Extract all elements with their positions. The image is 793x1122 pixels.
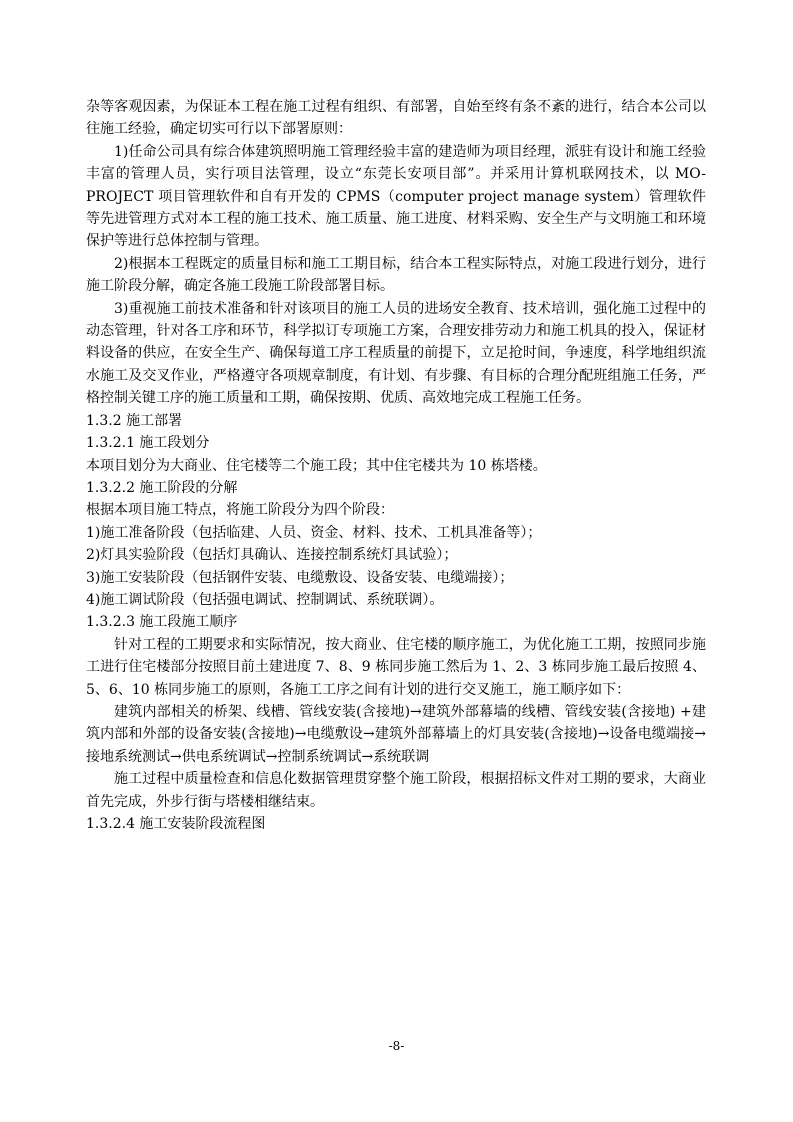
segment-division-text: 本项目划分为大商业、住宅楼等二个施工段；其中住宅楼共为 10 栋塔楼。 xyxy=(86,457,547,474)
quality-paragraph: 施工过程中质量检查和信息化数据管理贯穿整个施工阶段，根据招标文件对工期的要求，大商业首先完成，外步行街与塔楼相继结束。 xyxy=(86,771,706,810)
section-heading-1-3-2-3: 1.3.2.3 施工段施工顺序 xyxy=(86,614,238,631)
principle-1: 1)任命公司具有综合体建筑照明施工管理经验丰富的建造师为项目经理，派驻有设计和施工经验丰富的管理人员，实行项目法管理，设立“东莞长安项目部”。并采用计算机联网技术，以 MO-PROJECT 项目管理软件和自有开发的 CPMS（computer project manage system）管理软件等先进管理方式对本工程的施工技术、施工质量、施工进度、材料采购、安全生产与文明施工和环境保护等进行总体控制与管理。 xyxy=(86,143,706,250)
intro-paragraph: 杂等客观因素，为保证本工程在施工过程有组织、有部署，自始至终有条不紊的进行，结合本公司以往施工经验，确定切实可行以下部署原则： xyxy=(86,99,706,138)
phase-item-4: 4)施工调试阶段（包括强电调试、控制调试、系统联调）。 xyxy=(86,591,444,608)
sequence-paragraph: 针对工程的工期要求和实际情况，按大商业、住宅楼的顺序施工，为优化施工工期，按照同步施工进行住宅楼部分按照目前土建进度 7、8、9 栋同步施工然后为 1、2、3 栋同步施工最后按照 4、5、6、10 栋同步施工的原则，各施工工序之间有计划的进行交叉施工，施工顺序如下： xyxy=(86,636,706,698)
phase-intro-text: 根据本项目施工特点，将施工阶段分为四个阶段： xyxy=(86,502,394,519)
page-number: -8- xyxy=(388,1039,405,1053)
section-heading-1-3-2-4: 1.3.2.4 施工安装阶段流程图 xyxy=(86,816,266,832)
section-heading-1-3-2-2: 1.3.2.2 施工阶段的分解 xyxy=(86,479,238,496)
phase-item-3: 3)施工安装阶段（包括钢件安装、电缆敷设、设备安装、电缆端接）； xyxy=(86,569,514,586)
phase-item-1: 1)施工准备阶段（包括临建、人员、资金、材料、技术、工机具准备等）； xyxy=(86,524,542,541)
principle-2: 2)根据本工程既定的质量目标和施工工期目标，结合本工程实际特点，对施工段进行划分，进行施工阶段分解，确定各施工段施工阶段部署目标。 xyxy=(86,255,706,295)
body-text xyxy=(86,96,706,835)
section-heading-1-3-2: 1.3.2 施工部署 xyxy=(86,412,183,429)
process-flow-text: 建筑内部相关的桥架、线槽、管线安装(含接地)→建筑外部幕墙的线槽、管线安装(含接地) +建筑内部和外部的设备安装(含接地)→电缆敷设→建筑外部幕墙上的灯具安装(含接地)→设备电缆端接→接地系统测试→供电系统调试→控制系统调试→系统联调 xyxy=(86,703,706,765)
phase-item-2: 2)灯具实验阶段（包括灯具确认、连接控制系统灯具试验）； xyxy=(86,547,458,564)
section-heading-1-3-2-1: 1.3.2.1 施工段划分 xyxy=(86,435,210,452)
principle-3: 3)重视施工前技术准备和针对该项目的施工人员的进场安全教育、技术培训，强化施工过程中的动态管理，针对各工序和环节，科学拟订专项施工方案，合理安排劳动力和施工机具的投入，保证材料设备的供应，在安全生产、确保每道工序工程质量的前提下，立足抢时间，争速度，科学地组织流水施工及交叉作业，严格遵守各项规章制度，有计划、有步骤、有目标的合理分配班组施工任务，严格控制关键工序的施工质量和工期，确保按期、优质、高效地完成工程施工任务。 xyxy=(86,300,706,407)
